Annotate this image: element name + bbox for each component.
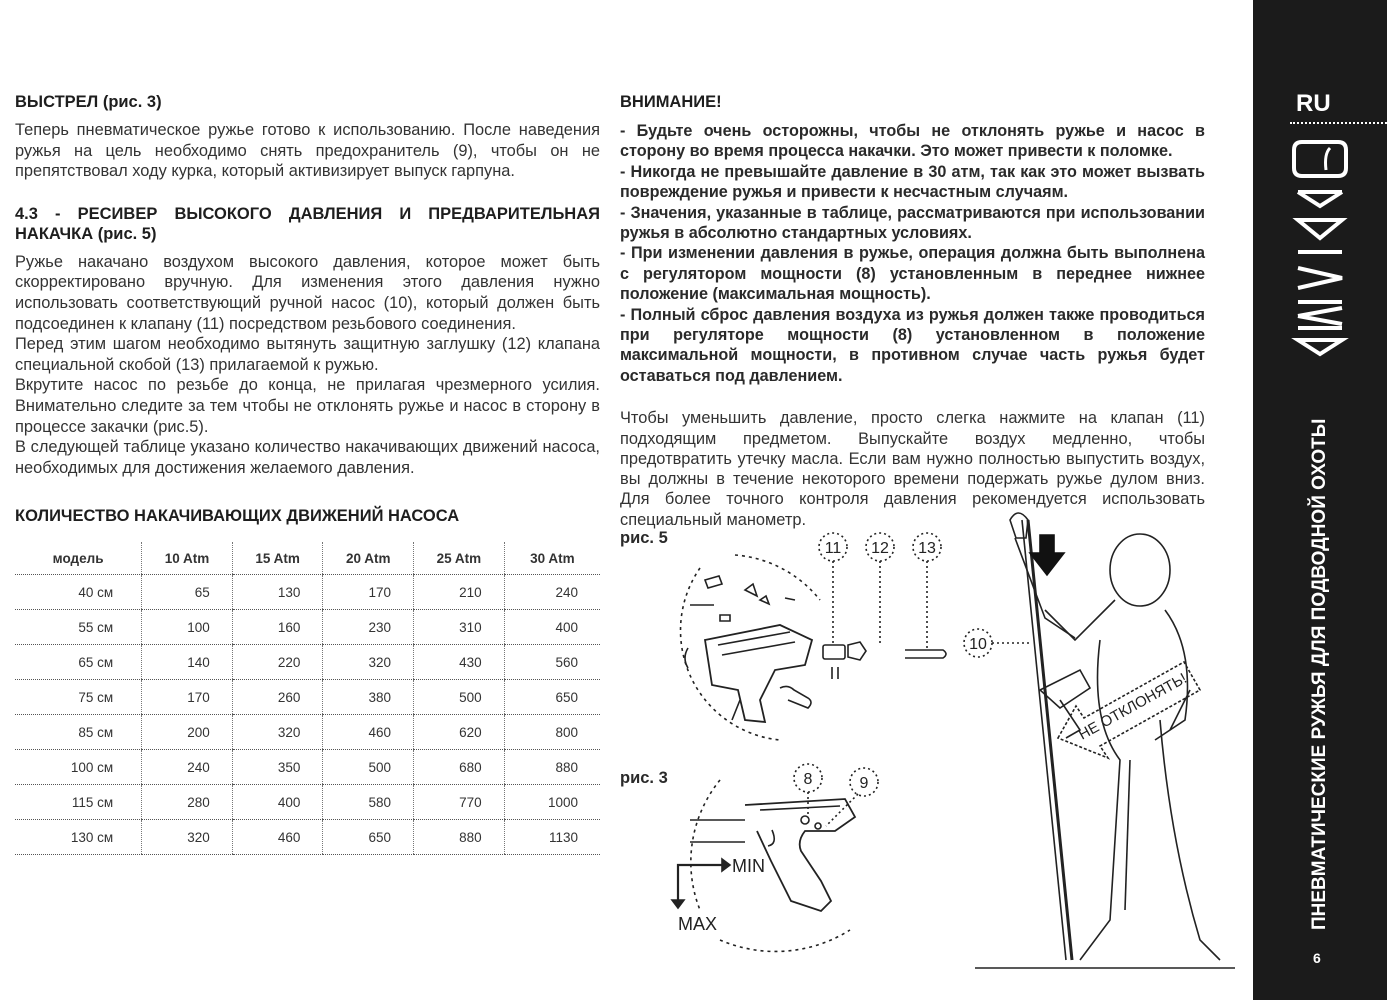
strokes-cell: 400 [504,610,600,645]
page-number: 6 [1313,950,1321,966]
callout-12: 12 [871,540,889,557]
strokes-cell: 160 [232,610,323,645]
callout-11: 11 [824,540,842,557]
warning-heading: ВНИМАНИЕ! [620,93,722,111]
strokes-cell: 170 [142,680,233,715]
strokes-cell: 500 [323,750,414,785]
warning-item: - Никогда не превышайте давление в 30 атм, так как это может вызвать повреждение ружья и привести к несчастным случаям. [620,162,1205,202]
strokes-cell: 240 [504,575,600,610]
table-header-cell: 10 Atm [142,542,233,575]
table-heading: КОЛИЧЕСТВО НАКАЧИВАЮЩИХ ДВИЖЕНИЙ НАСОСА [15,507,460,526]
salvimar-logo [1290,132,1350,372]
strokes-cell: 220 [232,645,323,680]
strokes-cell: 880 [414,820,505,855]
valve-parts-drawing [780,642,946,708]
strokes-cell: 240 [142,750,233,785]
strokes-cell: 400 [232,785,323,820]
strokes-cell: 260 [232,680,323,715]
model-cell: 100 см [15,750,142,785]
strokes-cell: 200 [142,715,233,750]
strokes-cell: 210 [414,575,505,610]
callout-8: 8 [803,771,813,788]
sidebar-divider [1290,122,1387,124]
language-label: RU [1296,90,1331,117]
strokes-cell: 310 [414,610,505,645]
strokes-cell: 560 [504,645,600,680]
table-header-cell: 15 Atm [232,542,323,575]
receiver-heading: 4.3 - РЕСИВЕР ВЫСОКОГО ДАВЛЕНИЯ И ПРЕДВАРИТЕЛЬНАЯ НАКАЧКА (рис. 5) [15,204,600,243]
strokes-cell: 320 [323,645,414,680]
max-label: MAX [678,914,718,934]
shot-text: Теперь пневматическое ружье готово к использованию. После наведения ружья на цель необходимо снять предохранитель (9), чтобы он не препятствовал ходу курка, который активизирует выпуск гарпуна. [15,121,600,181]
sidebar-title: ПНЕВМАТИЧЕСКИЕ РУЖЬЯ ДЛЯ ПОДВОДНОЙ ОХОТЫ [1309,418,1330,930]
model-cell: 55 см [15,610,142,645]
fig5-label: рис. 5 [620,529,668,547]
model-cell: 85 см [15,715,142,750]
model-cell: 130 см [15,820,142,855]
release-text: Чтобы уменьшить давление, просто слегка нажмите на клапан (11) подходящим предметом. Выпускайте воздух медленно, чтобы предотвратить утечку масла. Если вам нужно полностью выпустить воздух, вы должны в течение некоторого времени подержать ружье дулом вниз. Для более точного контроля давления рекомендуется использовать специальный манометр. [620,409,1205,529]
model-cell: 65 см [15,645,142,680]
callout-10: 10 [969,636,987,653]
strokes-cell: 430 [414,645,505,680]
callout-9: 9 [859,775,869,792]
callout-13: 13 [918,540,936,557]
model-cell: 40 см [15,575,142,610]
strokes-cell: 580 [323,785,414,820]
strokes-cell: 770 [414,785,505,820]
table-header-cell: 30 Atm [504,542,600,575]
model-cell: 115 см [15,785,142,820]
strokes-cell: 130 [232,575,323,610]
warning-item: - Полный сброс давления воздуха из ружья должен также проводиться при регуляторе мощности (8) установленном в положение максимальной мощности, в противном случае часть ружья будет оставаться под давлением. [620,305,1205,385]
strokes-cell: 460 [232,820,323,855]
strokes-cell: 1000 [504,785,600,820]
strokes-cell: 460 [323,715,414,750]
receiver-paragraph-4: В следующей таблице указано количество накачивающих движений насоса, необходимых для достижения желаемого давления. [15,438,600,477]
strokes-cell: 320 [142,820,233,855]
strokes-cell: 320 [232,715,323,750]
valve-detail-drawing [681,555,820,740]
strokes-cell: 230 [323,610,414,645]
min-label: MIN [732,856,765,876]
strokes-cell: 280 [142,785,233,820]
warning-item: - При изменении давления в ружье, операция должна быть выполнена с регулятором мощности (8) установленным в переднее нижнее положение (максимальная мощность). [620,244,1205,304]
table-header-cell: модель [15,542,142,575]
strokes-cell: 650 [504,680,600,715]
strokes-cell: 350 [232,750,323,785]
strokes-cell: 500 [414,680,505,715]
strokes-cell: 140 [142,645,233,680]
model-cell: 75 см [15,680,142,715]
receiver-paragraph-2: Перед этим шагом необходимо вытянуть защитную заглушку (12) клапана специальной скобой (13) прилагаемой к ружью. [15,335,600,374]
no-tilt-label: НЕ ОТКЛОНЯТЬ! [1075,669,1190,744]
strokes-cell: 800 [504,715,600,750]
table-header-cell: 25 Atm [414,542,505,575]
table-header-cell: 20 Atm [323,542,414,575]
strokes-cell: 620 [414,715,505,750]
strokes-cell: 680 [414,750,505,785]
warning-item: - Будьте очень осторожны, чтобы не отклонять ружье и насос в сторону во время процесса накачки. Это может привести к поломке. [620,122,1205,161]
strokes-cell: 880 [504,750,600,785]
strokes-cell: 380 [323,680,414,715]
fig3-label: рис. 3 [620,769,668,787]
warning-item: - Значения, указанные в таблице, рассматриваются при использовании ружья в абсолютно стандартных условиях. [620,203,1205,243]
shot-heading: ВЫСТРЕЛ (рис. 3) [15,93,162,111]
strokes-cell: 65 [142,575,233,610]
receiver-paragraph-3: Вкрутите насос по резьбе до конца, не прилагая чрезмерного усилия. Внимательно следите за тем чтобы не отклонять ружье и насос в сторону в процессе закачки (рис.5). [15,376,600,436]
strokes-cell: 170 [323,575,414,610]
strokes-cell: 650 [323,820,414,855]
strokes-cell: 1130 [504,820,600,855]
receiver-paragraph-1: Ружье накачано воздухом высокого давления, которое может быть скорректировано вручную. Для изменения этого давления нужно использовать соответствующий ручной насос (10), который должен быть подсоединен к клапану (11) посредством резьбового соединения. [15,252,600,333]
person-pumping-drawing [975,513,1235,968]
strokes-cell: 100 [142,610,233,645]
